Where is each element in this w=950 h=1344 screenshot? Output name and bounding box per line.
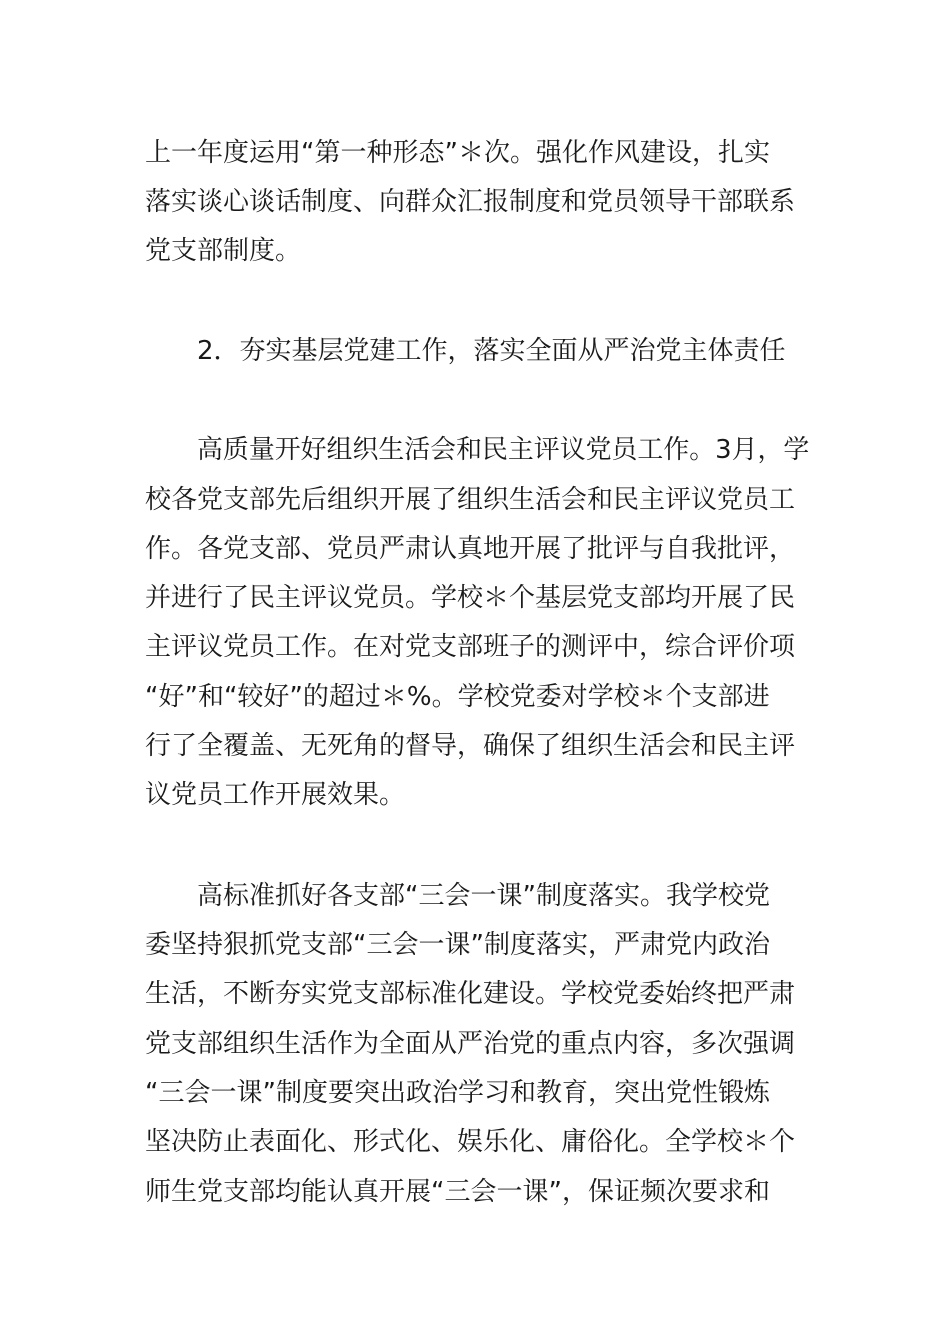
paragraph-3-line: “三会一课”制度要突出政治学习和教育，突出党性锻炼: [145, 1078, 770, 1108]
paragraph-2-line: 高质量开好组织生活会和民主评议党员工作。3月，学: [197, 435, 810, 465]
section-heading: 2．夯实基层党建工作，落实全面从严治党主体责任: [197, 336, 786, 366]
paragraph-2-line: “好”和“较好”的超过＊%。学校党委对学校＊个支部进: [145, 682, 770, 712]
paragraph-1-line: 党支部制度。: [145, 236, 302, 266]
paragraph-1-line: 落实谈心谈话制度、向群众汇报制度和党员领导干部联系: [145, 187, 796, 217]
paragraph-3-line: 党支部组织生活作为全面从严治党的重点内容，多次强调: [145, 1029, 796, 1059]
paragraph-3-line: 坚决防止表面化、形式化、娱乐化、庸俗化。全学校＊个: [145, 1127, 796, 1157]
paragraph-3-line: 高标准抓好各支部“三会一课”制度落实。我学校党: [197, 881, 770, 911]
paragraph-2-line: 议党员工作开展效果。: [145, 780, 406, 810]
paragraph-2-line: 行了全覆盖、无死角的督导，确保了组织生活会和民主评: [145, 731, 796, 761]
paragraph-2-line: 校各党支部先后组织开展了组织生活会和民主评议党员工: [145, 485, 796, 515]
paragraph-3-line: 生活，不断夯实党支部标准化建设。学校党委始终把严肃: [145, 979, 796, 1009]
paragraph-2-line: 作。各党支部、党员严肃认真地开展了批评与自我批评，: [145, 534, 796, 564]
paragraph-2-line: 并进行了民主评议党员。学校＊个基层党支部均开展了民: [145, 583, 796, 613]
paragraph-2-line: 主评议党员工作。在对党支部班子的测评中，综合评价项: [145, 632, 796, 662]
paragraph-3-line: 委坚持狠抓党支部“三会一课”制度落实，严肃党内政治: [145, 930, 770, 960]
paragraph-1-line: 上一年度运用“第一种形态”＊次。强化作风建设，扎实: [145, 138, 770, 168]
paragraph-3-line: 师生党支部均能认真开展“三会一课”，保证频次要求和: [145, 1177, 770, 1207]
